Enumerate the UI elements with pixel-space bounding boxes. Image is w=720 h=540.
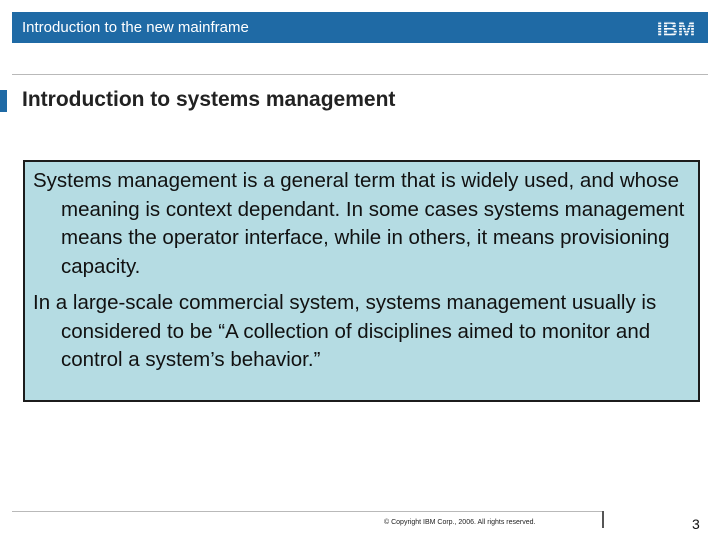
slide-title: Introduction to systems management <box>22 88 396 111</box>
header-title: Introduction to the new mainframe <box>22 19 249 36</box>
content-box <box>23 160 700 402</box>
copyright-notice: © Copyright IBM Corp., 2006. All rights reserved. <box>384 519 536 526</box>
svg-text:IBM: IBM <box>656 18 696 39</box>
footer-tick <box>602 511 604 528</box>
paragraph-definition: Systems management is a general term that is widely used, and whose meaning is context dependant. In some cases systems management means the operator interface, while in others, it means provisioning capacity. <box>33 169 685 278</box>
paragraph-commercial-systems: In a large-scale commercial system, systems management usually is considered to be “A collection of disciplines aimed to monitor and control a system’s behavior.” <box>33 291 657 371</box>
page-number: 3 <box>692 516 700 532</box>
header-divider <box>12 74 708 75</box>
header-bar <box>12 12 708 43</box>
title-marker <box>0 90 7 112</box>
footer-divider <box>12 511 602 512</box>
ibm-logo <box>654 17 698 39</box>
